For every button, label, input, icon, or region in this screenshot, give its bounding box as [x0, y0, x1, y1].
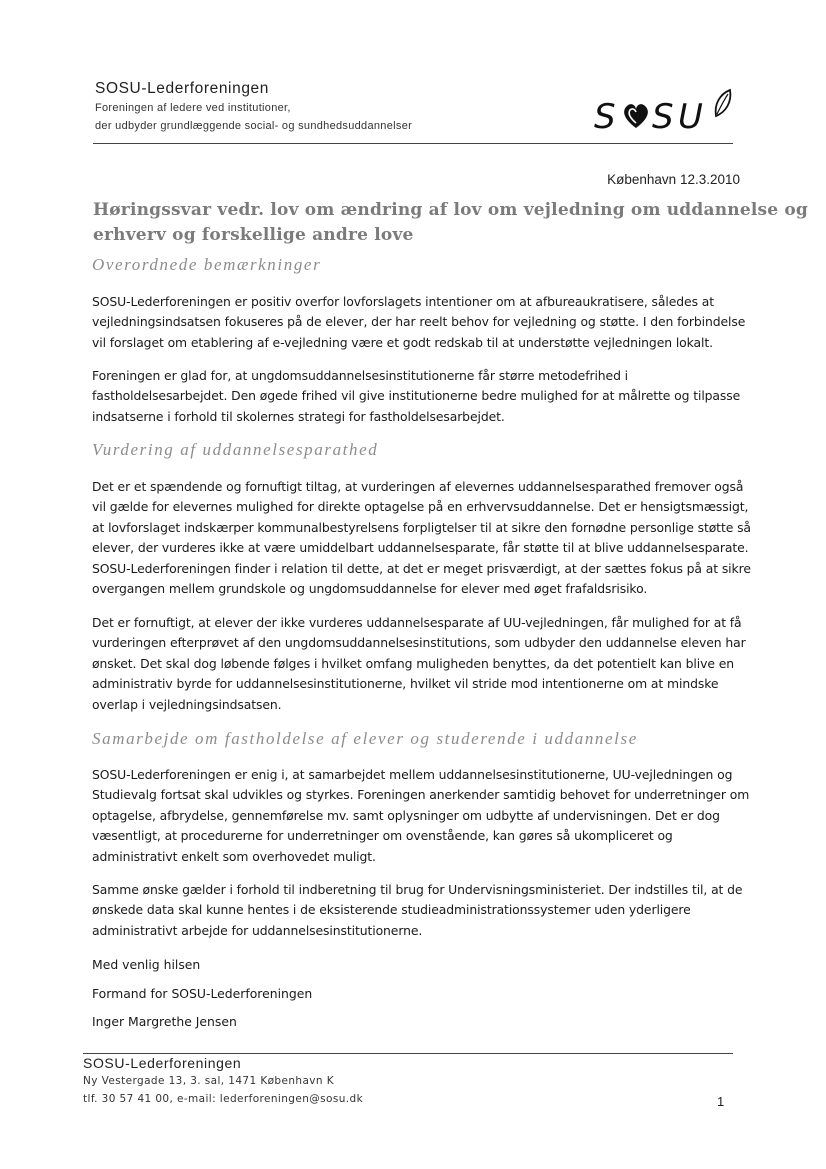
document-title	[93, 198, 809, 248]
paragraph	[92, 765, 750, 867]
paragraph-line: ønskede data skal kunne hentes i de eksisterende studieadministrationssystemer uden yderligere	[92, 902, 691, 918]
paragraph-line: vil gælde for elevernes mulighed for direkte optagelse på en erhvervsuddannelse. Det er hensigtsmæssigt,	[92, 499, 749, 515]
paragraph-line: vurderingen efterprøvet af den ungdomsuddannelsesinstitutions, som udbyder den uddannelse eleven har	[92, 635, 746, 651]
paragraph-line: overlap i vejledningsindsatsen.	[92, 696, 282, 712]
paragraph	[92, 292, 746, 353]
paragraph-line: SOSU-Lederforeningen er positiv overfor lovforslagets intentioner om at afbureaukratisere, således at	[92, 294, 715, 309]
paragraph-line: at lovforslaget indskærper kommunalbestyrelsens forpligtelser til at sikre den fornødne personlige støtte så	[92, 519, 751, 535]
letterhead-subtitle-line1: Foreningen af ledere ved institutioner,	[95, 102, 291, 114]
closing-name: Inger Margrethe Jensen	[92, 1014, 237, 1029]
paragraph-line: Foreningen er glad for, at ungdomsuddannelsesinstitutionerne får større metodefrihed i	[92, 368, 629, 383]
section-heading-overordnede: Overordnede bemærkninger	[92, 255, 322, 274]
closing-greeting: Med venlig hilsen	[92, 957, 201, 972]
title-line: erhverv og forskellige andre love	[93, 225, 414, 245]
paragraph-line: væsentligt, at procedurerne for underretninger om ovenstående, kan gøres så ukompliceret og	[92, 828, 673, 844]
section-heading-samarbejde: Samarbejde om fastholdelse af elever og studerende i uddannelse	[92, 729, 638, 748]
paragraph-line: Det er fornuftigt, at elever der ikke vurderes uddannelsesparate af UU-vejledningen, får mulighed for at få	[92, 615, 742, 630]
footer-contact: tlf. 30 57 41 00, e-mail: lederforeningen@sosu.dk	[83, 1093, 364, 1105]
paragraph-line: vil forslaget om etablering af e-vejledning være et godt redskab til at understøtte vejledningen lokalt.	[92, 334, 713, 350]
paragraph	[92, 477, 751, 599]
title-line: Høringssvar vedr. lov om ændring af lov om vejledning om uddannelse og	[93, 200, 809, 220]
section-heading-vurdering: Vurdering af uddannelsesparathed	[92, 440, 379, 459]
letterhead-subtitle-line2: der udbyder grundlæggende social- og sundhedsuddannelser	[95, 120, 413, 132]
paragraph-line: optagelse, afbrydelse, gennemførelse mv. samt oplysninger om udbytte af undervisningen. Det er dog	[92, 807, 720, 823]
footer-address: Ny Vestergade 13, 3. sal, 1471 København K	[83, 1075, 334, 1087]
closing-role: Formand for SOSU-Lederforeningen	[92, 986, 313, 1001]
logo-letter-s2: S	[652, 97, 674, 137]
paragraph	[92, 880, 742, 941]
paragraph-line: SOSU-Lederforeningen er enig i, at samarbejdet mellem uddannelsesinstitutionerne, UU-vejledningen og	[92, 767, 733, 782]
logo-letter-s1: S	[594, 97, 616, 137]
leaf-icon	[716, 90, 731, 116]
page-number: 1	[717, 1094, 725, 1109]
paragraph-line: SOSU-Lederforeningen finder i relation til dette, at det er meget prisværdigt, at der sættes fokus på at sikre	[92, 560, 751, 576]
paragraph-line: vejledningsindsatsen fokuseres på de elever, der har reelt behov for vejledning og støtte. I den forbindelse	[92, 314, 746, 330]
paragraph-line: indsatserne i forhold til skolernes strategi for fastholdelsesarbejdet.	[92, 408, 505, 424]
letterhead-org-name: SOSU-Lederforeningen	[95, 80, 269, 97]
logo-letter-u: U	[678, 97, 703, 137]
footer-org-name: SOSU-Lederforeningen	[83, 1055, 242, 1071]
header-divider	[93, 143, 733, 144]
paragraph-line: Det er et spændende og fornuftigt tiltag, at vurderingen af elevernes uddannelsesparathed fremover også	[92, 479, 744, 494]
paragraph-line: administrativt arbejde for uddannelsesinstitutionerne.	[92, 922, 423, 938]
paragraph-line: Studievalg fortsat skal udvikles og styrkes. Foreningen anerkender samtidig behovet for underretninger om	[92, 787, 750, 803]
paragraph-line: overgangen mellem grundskole og ungdomsuddannelse for elever med øget frafaldsrisiko.	[92, 581, 648, 597]
paragraph-line: administrativt enkelt som overhovedet muligt.	[92, 848, 376, 864]
paragraph-line: elever, der vurderes ikke at være umiddelbart uddannelsesparate, får støtte til at blive uddannelsesparate.	[92, 540, 749, 556]
letter-date: København 12.3.2010	[607, 172, 740, 187]
footer-divider	[83, 1053, 733, 1054]
heart-icon	[624, 104, 648, 128]
paragraph-line: ønsket. Det skal dog løbende følges i hvilket omfang muligheden benyttes, da det potentielt kan blive en	[92, 655, 734, 671]
paragraph-line: Samme ønske gælder i forhold til indberetning til brug for Undervisningsministeriet. Der indstilles til, at de	[92, 882, 743, 897]
sosu-logo	[590, 84, 740, 140]
paragraph-line: fastholdelsesarbejdet. Den øgede frihed vil give institutionerne bedre mulighed for at målrette og tilpasse	[92, 388, 741, 404]
paragraph	[92, 613, 746, 715]
paragraph	[92, 366, 742, 427]
paragraph-line: administrativ byrde for uddannelsesinstitutionerne, hvilket vil stride mod intentionerne om at mindske	[92, 676, 719, 692]
